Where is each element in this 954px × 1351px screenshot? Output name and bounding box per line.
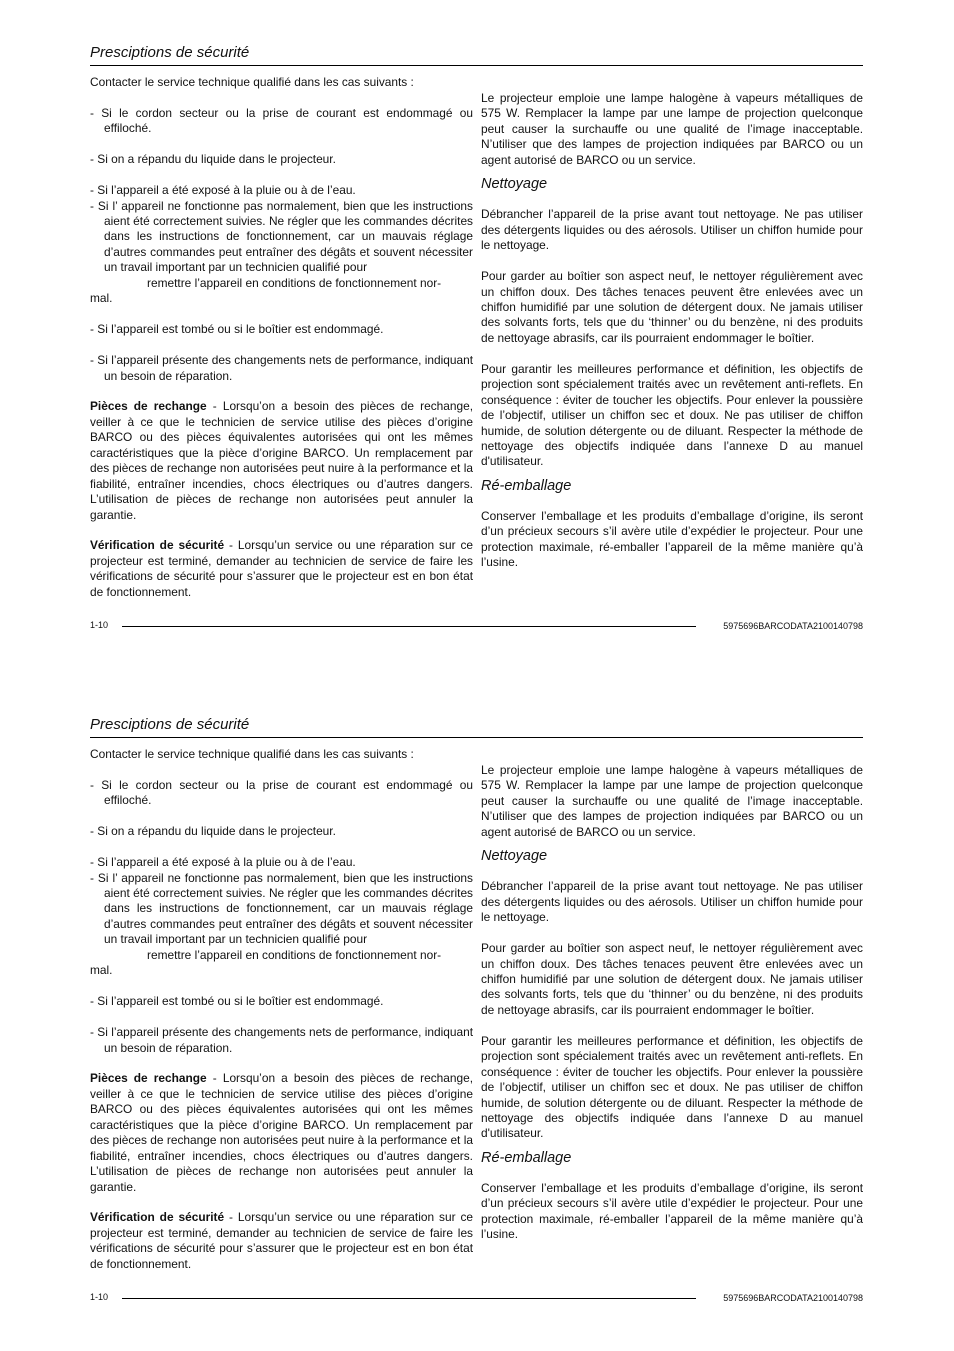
cleaning-paragraph: Pour garder au boîtier son aspect neuf, le nettoyer régulièrement avec un chiffon doux. Des tâches tenaces peuvent être enlevées avec un chiffon humidifié par une solution de détergent doux. Ne jamais utiliser des solvants forts, tels que du ‘thinner’ ou du benzène, ni des produits de nettoyage abrasifs, car ils pourraient endommager le boîtier. bbox=[481, 941, 863, 1017]
page-number: 1-10 bbox=[90, 620, 109, 630]
lamp-paragraph: Le projecteur emploie une lampe halogène à vapeurs métalliques de 575 W. Remplacer la lampe par une lampe de projection quelconque peut causer la surchauffe ou une qualité de l’image inacceptable. N’utiliser que des lampes de projection indiquées par BARCO ou un agent autorisé de BARCO ou un service. bbox=[481, 763, 863, 839]
right-column bbox=[481, 91, 863, 571]
list-item-continuation: remettre l’appareil en conditions de fonctionnement nor- bbox=[147, 275, 442, 290]
right-column bbox=[481, 763, 863, 1243]
left-column bbox=[90, 747, 473, 1272]
list-item: - Si on a répandu du liquide dans le projecteur. bbox=[90, 152, 336, 167]
page-footer bbox=[90, 620, 863, 634]
page-title: Presciptions de sécurité bbox=[90, 44, 250, 61]
intro-text: Contacter le service technique qualifié dans les cas suivants : bbox=[90, 75, 414, 89]
footer-rule bbox=[122, 626, 696, 627]
list-item-continuation: mal. bbox=[90, 291, 113, 306]
safety-check-paragraph bbox=[90, 1210, 473, 1272]
repack-heading: Ré-emballage bbox=[481, 1149, 572, 1166]
safety-check-text: - Lorsqu’un service ou une réparation sur ce projecteur est terminé, demander au technicien de service de faire les vérifications de sécurité pour s’assurer que le projecteur est en bon état de fonctionnement. bbox=[90, 538, 474, 599]
list-item: - Si l’appareil présente des changements nets de performance, indiquant un besoin de réparation. bbox=[90, 353, 473, 383]
spare-parts-paragraph bbox=[90, 399, 473, 523]
cleaning-paragraph: Pour garder au boîtier son aspect neuf, le nettoyer régulièrement avec un chiffon doux. Des tâches tenaces peuvent être enlevées avec un chiffon humidifié par une solution de détergent doux. Ne jamais utiliser des solvants forts, tels que du ‘thinner’ ou du benzène, ni des produits de nettoyage abrasifs, car ils pourraient endommager le boîtier. bbox=[481, 269, 863, 345]
cleaning-heading: Nettoyage bbox=[481, 848, 548, 865]
list-item: - Si l’appareil a été exposé à la pluie ou à de l’eau. bbox=[90, 855, 356, 870]
document-reference: 5975696BARCODATA2100140798 bbox=[723, 1293, 863, 1303]
list-item: - Si le cordon secteur ou la prise de courant est endommagé ou effiloché. bbox=[90, 105, 473, 136]
list-item: - Si l’appareil est tombé ou si le boîtier est endommagé. bbox=[90, 322, 384, 337]
list-item: - Si l’appareil a été exposé à la pluie ou à de l’eau. bbox=[90, 183, 356, 198]
title-rule bbox=[90, 65, 863, 66]
page-top bbox=[0, 0, 954, 660]
safety-check-label: Vérification de sécurité bbox=[90, 1210, 225, 1225]
safety-check-text: - Lorsqu’un service ou une réparation sur ce projecteur est terminé, demander au technicien de service de faire les vérifications de sécurité pour s’assurer que le projecteur est en bon état de fonctionnement. bbox=[90, 1210, 474, 1271]
cleaning-paragraph: Débrancher l’appareil de la prise avant tout nettoyage. Ne pas utiliser des détergents liquides ou des aérosols. Utiliser un chiffon humide pour le nettoyage. bbox=[481, 207, 863, 253]
repack-paragraph: Conserver l’emballage et les produits d’emballage d’origine, ils seront d’un précieux secours s’il avère utile d’expédier le projecteur. Pour une protection maximale, ré-emballer l’appareil de la même manière qu’à l’usine. bbox=[481, 1180, 863, 1242]
page-number: 1-10 bbox=[90, 1292, 109, 1302]
spare-parts-paragraph bbox=[90, 1071, 473, 1195]
list-item: - Si l’appareil présente des changements nets de performance, indiquant un besoin de réparation. bbox=[90, 1025, 473, 1055]
left-column bbox=[90, 75, 473, 600]
spare-parts-label: Pièces de rechange bbox=[90, 399, 207, 414]
list-item: - Si le cordon secteur ou la prise de courant est endommagé ou effiloché. bbox=[90, 777, 473, 808]
safety-check-label: Vérification de sécurité bbox=[90, 538, 225, 553]
repack-heading: Ré-emballage bbox=[481, 477, 572, 494]
list-item: - Si l’ appareil ne fonctionne pas normalement, bien que les instructions aient été correctement suivies. Ne régler que les commandes décrites dans les instructions de fonctionnement, car un mauvais réglage d’autres commandes peut entraîner des dégâts et souvent nécessiter un travail important par un technicien qualifié pour bbox=[90, 198, 473, 275]
spare-parts-label: Pièces de rechange bbox=[90, 1071, 207, 1086]
cleaning-heading: Nettoyage bbox=[481, 176, 548, 193]
list-item: - Si on a répandu du liquide dans le projecteur. bbox=[90, 824, 336, 839]
spare-parts-text: - Lorsqu’on a besoin des pièces de rechange, veiller à ce que le technicien de service utilise des pièces d’origine BARCO ou des pièces équivalentes autorisées qui ont les mêmes caractéristiques que la pièce d’origine BARCO. Un remplacement par des pièces de rechange non autorisées peut nuire à la performance et la fiabilité, entraîner incendies, chocs électriques ou d’autres dangers. L’utilisation de pièces de rechange non autorisées peut annuler la garantie. bbox=[90, 1071, 474, 1194]
page-footer bbox=[90, 1292, 863, 1306]
lamp-paragraph: Le projecteur emploie une lampe halogène à vapeurs métalliques de 575 W. Remplacer la lampe par une lampe de projection quelconque peut causer la surchauffe ou une qualité de l’image inacceptable. N’utiliser que des lampes de projection indiquées par BARCO ou un agent autorisé de BARCO ou un service. bbox=[481, 91, 863, 167]
list-item: - Si l’ appareil ne fonctionne pas normalement, bien que les instructions aient été correctement suivies. Ne régler que les commandes décrites dans les instructions de fonctionnement, car un mauvais réglage d’autres commandes peut entraîner des dégâts et souvent nécessiter un travail important par un technicien qualifié pour bbox=[90, 870, 473, 947]
list-item-continuation: mal. bbox=[90, 963, 113, 978]
list-item-continuation: remettre l’appareil en conditions de fonctionnement nor- bbox=[147, 947, 442, 962]
footer-rule bbox=[122, 1298, 696, 1299]
spare-parts-text: - Lorsqu’on a besoin des pièces de rechange, veiller à ce que le technicien de service utilise des pièces d’origine BARCO ou des pièces équivalentes autorisées qui ont les mêmes caractéristiques que la pièce d’origine BARCO. Un remplacement par des pièces de rechange non autorisées peut nuire à la performance et la fiabilité, entraîner incendies, chocs électriques ou d’autres dangers. L’utilisation de pièces de rechange non autorisées peut annuler la garantie. bbox=[90, 399, 474, 522]
title-rule bbox=[90, 737, 863, 738]
intro-text: Contacter le service technique qualifié dans les cas suivants : bbox=[90, 747, 414, 761]
page-bottom bbox=[0, 672, 954, 1332]
page-title: Presciptions de sécurité bbox=[90, 716, 250, 733]
document-reference: 5975696BARCODATA2100140798 bbox=[723, 621, 863, 631]
cleaning-paragraph: Pour garantir les meilleures performance et définition, les objectifs de projection sont spécialement traités avec un revêtement anti-reflets. En conséquence : éviter de toucher les objectifs. Pour enlever la poussière de l’objectif, utiliser un chiffon sec et doux. Ne pas utiliser de chiffon humide, de solution détergente ou de diluant. Respecter la méthode de nettoyage des objectifs indiquée dans l’annexe D au manuel d'utilisateur. bbox=[481, 361, 863, 469]
cleaning-paragraph: Débrancher l’appareil de la prise avant tout nettoyage. Ne pas utiliser des détergents liquides ou des aérosols. Utiliser un chiffon humide pour le nettoyage. bbox=[481, 879, 863, 925]
repack-paragraph: Conserver l’emballage et les produits d’emballage d’origine, ils seront d’un précieux secours s’il avère utile d’expédier le projecteur. Pour une protection maximale, ré-emballer l’appareil de la même manière qu’à l’usine. bbox=[481, 508, 863, 570]
list-item: - Si l’appareil est tombé ou si le boîtier est endommagé. bbox=[90, 994, 384, 1009]
cleaning-paragraph: Pour garantir les meilleures performance et définition, les objectifs de projection sont spécialement traités avec un revêtement anti-reflets. En conséquence : éviter de toucher les objectifs. Pour enlever la poussière de l’objectif, utiliser un chiffon sec et doux. Ne pas utiliser de chiffon humide, de solution détergente ou de diluant. Respecter la méthode de nettoyage des objectifs indiquée dans l’annexe D au manuel d'utilisateur. bbox=[481, 1033, 863, 1141]
safety-check-paragraph bbox=[90, 538, 473, 600]
